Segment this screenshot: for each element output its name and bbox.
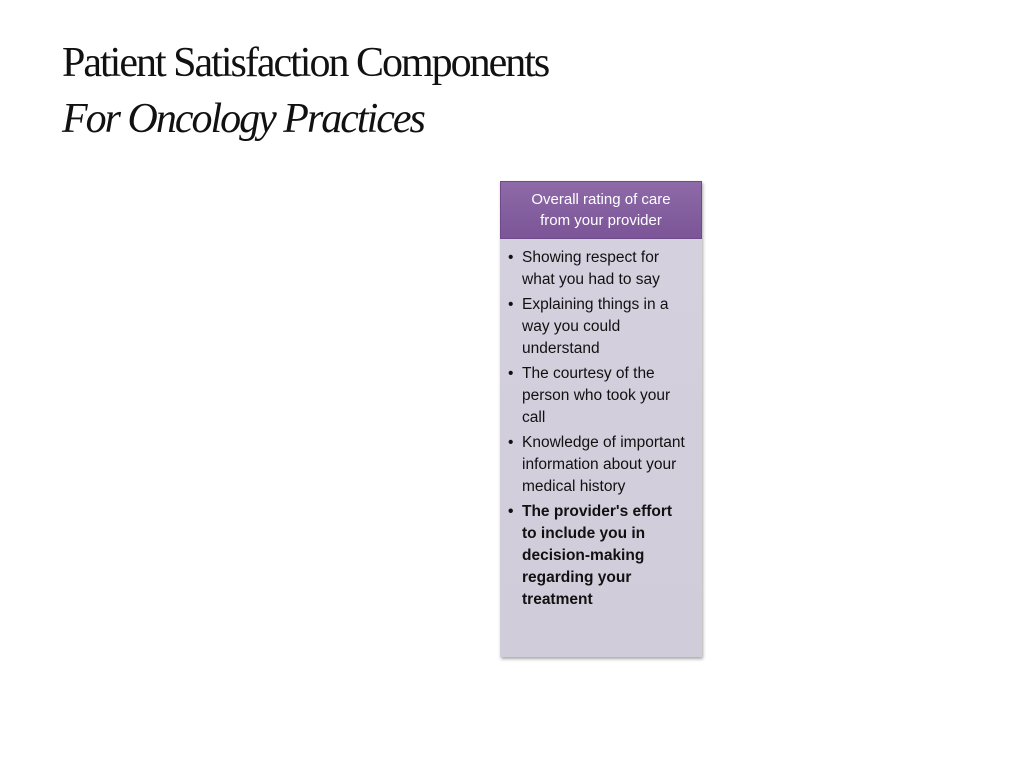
bullet-icon: • [508,503,514,520]
list-item-text: Showing respect for what you had to say [522,249,660,288]
list-item-text: The provider's effort to include you in decision-making regarding your treatment [522,503,673,608]
slide-title [62,42,548,140]
list-item [508,432,690,498]
bullet-icon: • [508,249,514,266]
list-item [508,247,690,291]
bullet-icon: • [508,434,514,451]
card-header-line1: Overall rating of care [531,191,671,208]
list-item-text: The courtesy of the person who took your call [522,365,671,426]
card-bullet-list [508,247,690,611]
list-item-text: Knowledge of important information about your medical history [522,434,685,495]
list-item-text: Explaining things in a way you could understand [522,296,669,357]
card-header-line2: from your provider [540,212,662,229]
list-item [508,363,690,429]
bullet-icon: • [508,365,514,382]
card-header [500,181,702,239]
component-card [500,181,702,657]
bullet-icon: • [508,296,514,313]
card-body [500,239,702,657]
title-subtitle: For Oncology Practices [62,96,424,142]
list-item [508,294,690,360]
title-main: Patient Satisfaction Components [62,40,549,86]
list-item-highlighted [508,501,690,611]
